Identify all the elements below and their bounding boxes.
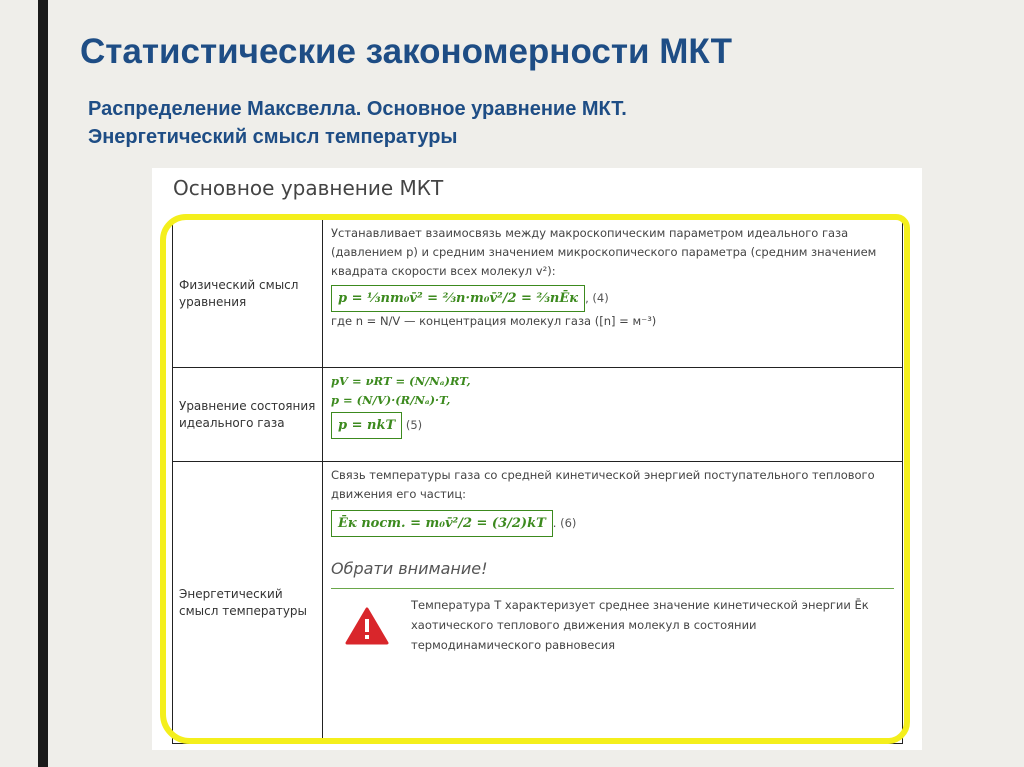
warning-note (331, 589, 894, 671)
row-note: где n = N/V — концентрация молекул газа ([n] = м⁻³) (331, 314, 657, 328)
equation-box: Ēк пост. = m₀v̄²/2 = (3/2)kT (331, 510, 553, 537)
equation-line: pV = νRT = (N/Nₐ)RT, (331, 374, 471, 388)
mkt-table (172, 219, 903, 744)
table-row (173, 462, 903, 744)
row-label: Уравнение состояния идеального газа (173, 368, 323, 462)
row-label: Энергетический смысл температуры (173, 462, 323, 744)
slide-title: Статистические закономерности МКТ (80, 32, 732, 71)
table-row (173, 368, 903, 462)
row-content (323, 220, 903, 368)
subtitle-line-1: Распределение Максвелла. Основное уравнение МКТ. (88, 98, 627, 120)
equation-box: p = nkT (331, 412, 402, 439)
equation-box: p = ⅓nm₀v̄² = ⅔n·m₀v̄²/2 = ⅔nĒк (331, 285, 585, 312)
note-text: Температура T характеризует среднее значение кинетической энергии Ēк хаотического теплового движения молекул в состоянии термодинамического равновесия (411, 598, 869, 652)
subtitle-line-2: Энергетический смысл температуры (88, 126, 458, 148)
equation-number: . (6) (552, 516, 577, 530)
doc-heading: Основное уравнение МКТ (173, 176, 444, 200)
document-screenshot (152, 168, 922, 750)
slide-subtitle (88, 95, 627, 151)
equation-number: , (4) (585, 291, 609, 305)
equation-number: (5) (405, 418, 423, 432)
warning-triangle-icon (345, 607, 389, 645)
table-row (173, 220, 903, 368)
left-accent-bar (38, 0, 48, 767)
row-content (323, 462, 903, 744)
row-text: Устанавливает взаимосвязь между макроскопическим параметром идеального газа (давлением p) и средним значением микроскопического параметра (средним значением квадрата скорости всех молекул v²): (331, 226, 877, 278)
row-content (323, 368, 903, 462)
row-text: Связь температуры газа со средней кинетической энергией поступательного теплового движения его частиц: (331, 468, 875, 501)
equation-line: p = (N/V)·(R/Nₐ)·T, (331, 393, 451, 407)
row-label: Физический смысл уравнения (173, 220, 323, 368)
attention-heading: Обрати внимание! (331, 559, 488, 578)
